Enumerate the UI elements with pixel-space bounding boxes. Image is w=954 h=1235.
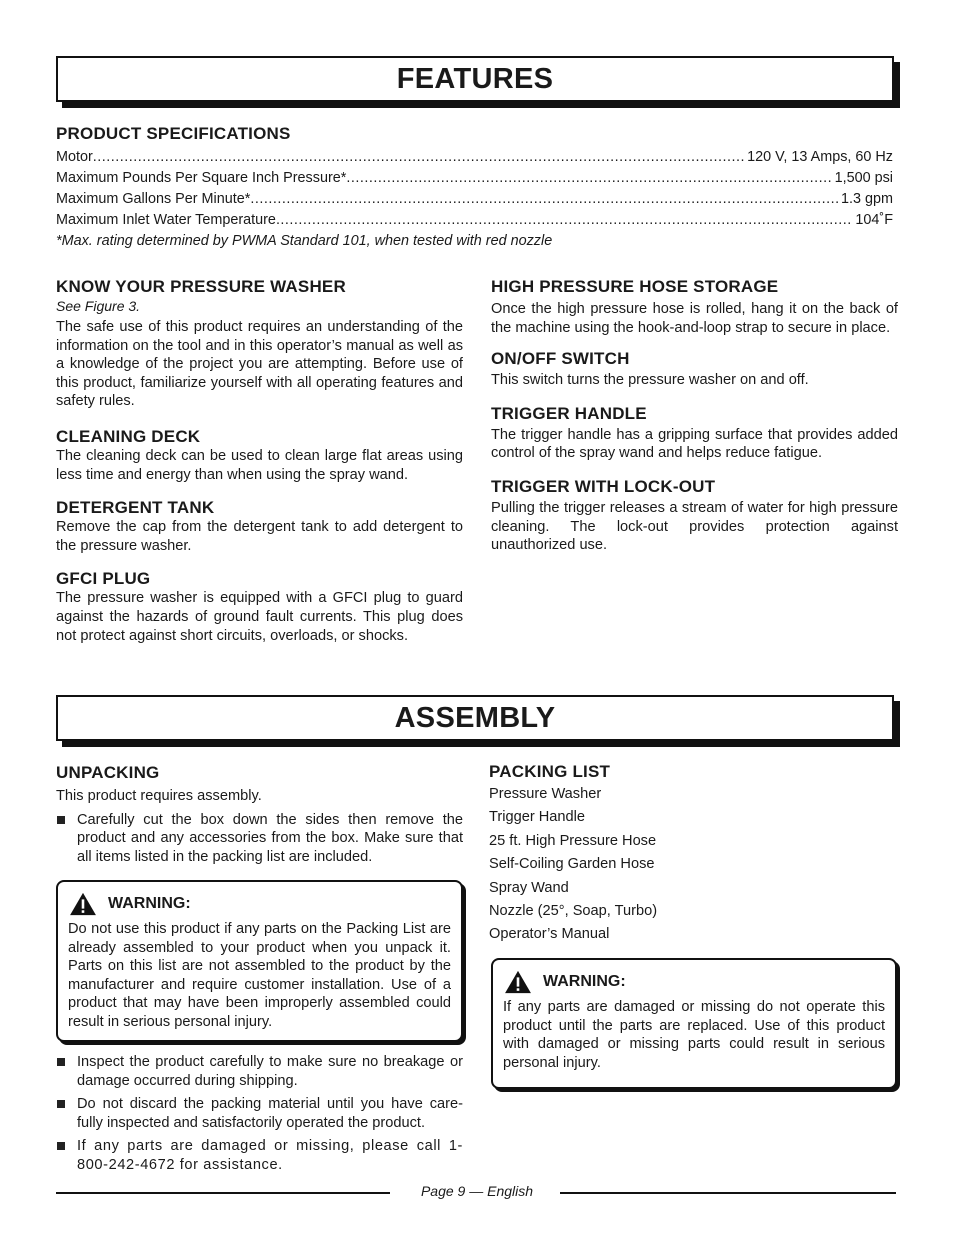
packing-item: 25 ft. High Pressure Hose — [489, 832, 657, 849]
leader-dots — [250, 189, 839, 210]
section-heading: CLEANING DECK — [56, 426, 201, 446]
unpacking-warning-box — [56, 880, 463, 1042]
packing-item: Spray Wand — [489, 879, 569, 896]
warning-label: WARNING: — [108, 895, 191, 912]
packing-warning-box — [491, 958, 897, 1089]
section-heading: KNOW YOUR PRESSURE WASHER — [56, 277, 346, 296]
assembly-title: ASSEMBLY — [394, 701, 556, 734]
section-body: The pressure washer is equipped with a GFCI plug to guard against the hazards of ground fault currents. This plug does not protect against short circuits, overloads, or shocks. — [56, 590, 463, 644]
section-heading: DETERGENT TANK — [56, 498, 215, 518]
warning-label: WARNING: — [543, 973, 626, 990]
features-title: FEATURES — [396, 62, 554, 95]
figure-reference: See Figure 3. — [56, 298, 141, 314]
spec-label: Maximum Inlet Water Temperature — [56, 212, 276, 228]
product-specifications — [56, 124, 893, 252]
spec-value: 1,500 psi — [834, 170, 893, 186]
warning-header — [68, 892, 451, 916]
section-body: The trigger handle has a gripping surface that provides added control of the spray wand and helps reduce fatigue. — [491, 426, 898, 462]
packing-item: Trigger Handle — [489, 809, 585, 826]
leader-dots — [276, 210, 853, 231]
section-heading: ON/OFF SWITCH — [491, 349, 630, 369]
features-left-column — [56, 277, 463, 645]
spec-value: 104˚F — [855, 212, 893, 228]
section-heading: TRIGGER HANDLE — [491, 403, 647, 423]
spec-row-temperature — [56, 210, 893, 231]
spec-label: Maximum Pounds Per Square Inch Pressure* — [56, 170, 347, 186]
unpacking-heading: UNPACKING — [56, 763, 160, 782]
section-heading: HIGH PRESSURE HOSE STORAGE — [491, 277, 779, 296]
packing-item: Operator’s Manual — [489, 926, 610, 943]
packing-list-column — [489, 762, 896, 947]
section-body: Once the high pressure hose is rolled, hang it on the back of the machine using the hook-and-loop strap to secure in place. — [491, 301, 898, 336]
unpacking-bullets-rest — [56, 1053, 463, 1175]
section-heading: GFCI PLUG — [56, 569, 151, 589]
warning-triangle-icon — [503, 970, 533, 994]
spec-label: Motor — [56, 149, 93, 165]
features-banner — [56, 56, 894, 102]
section-heading: TRIGGER WITH LOCK-OUT — [491, 476, 716, 496]
packing-item: Nozzle (25°, Soap, Turbo) — [489, 903, 658, 920]
warning-body: Do not use this product if any parts on the Packing List are already assembled to your product when you unpack it. Parts on this list are not assembled to the product by the manufacturer and require customer installation. Use of a product that may have been improperly assembled could result in serious personal injury. — [68, 921, 451, 1030]
bullet-item: Inspect the product carefully to make sure no breakage or damage occurred during shipping. — [56, 1053, 463, 1090]
bullet-list — [56, 1053, 463, 1175]
spec-value: 1.3 gpm — [841, 191, 893, 207]
spec-row-gpm — [56, 189, 893, 210]
features-right-column — [491, 277, 898, 555]
bullet-item: Carefully cut the box down the sides then remove the product and any accessories from the box. Make sure that all items listed in the packing list are included. — [56, 811, 463, 867]
specs-footnote: *Max. rating determined by PWMA Standard 101, when tested with red nozzle — [56, 233, 553, 249]
specs-heading: PRODUCT SPECIFICATIONS — [56, 124, 291, 143]
section-body: The cleaning deck can be used to clean large flat areas using less time and energy than when using the spray wand. — [56, 447, 463, 483]
leader-dots — [346, 168, 832, 189]
bullet-item: If any parts are damaged or missing, please call 1-800-242-4672 for assistance. — [56, 1137, 463, 1174]
page-number: Page 9 — English — [420, 1183, 534, 1199]
spec-row-psi — [56, 168, 893, 189]
warning-body: If any parts are damaged or missing do not operate this product until the parts are replaced. Use of this product with damaged or missing parts could result in serious personal injury. — [503, 999, 885, 1071]
section-body: Remove the cap from the detergent tank to add detergent to the pressure washer. — [56, 519, 463, 554]
section-body: This switch turns the pressure washer on and off. — [491, 372, 809, 389]
unpacking-bullets-first — [56, 811, 463, 867]
warning-triangle-icon — [68, 892, 98, 916]
warning-header — [503, 970, 885, 994]
section-body: The safe use of this product requires an understanding of the information on the tool and in this operator’s manual as well as a knowledge of the project you are attempting. Before use of this product, familiarize yourself with all operating features and safety rules. — [56, 319, 463, 410]
bullet-item: Do not discard the packing material until you have care-fully inspected and satisfactorily operated the product. — [56, 1095, 463, 1132]
packing-item: Self-Coiling Garden Hose — [489, 856, 655, 873]
packing-list-heading: PACKING LIST — [489, 762, 611, 781]
packing-item: Pressure Washer — [489, 786, 602, 802]
unpacking-intro: This product requires assembly. — [56, 788, 262, 804]
leader-dots — [93, 147, 745, 168]
section-body: Pulling the trigger releases a stream of water for high pressure cleaning. The lock-out provides protection against unauthorized use. — [491, 499, 898, 554]
spec-value: 120 V, 13 Amps, 60 Hz — [747, 149, 893, 165]
unpacking-column — [56, 763, 463, 866]
spec-row-motor — [56, 147, 893, 168]
spec-label: Maximum Gallons Per Minute* — [56, 191, 251, 207]
assembly-banner — [56, 695, 894, 741]
